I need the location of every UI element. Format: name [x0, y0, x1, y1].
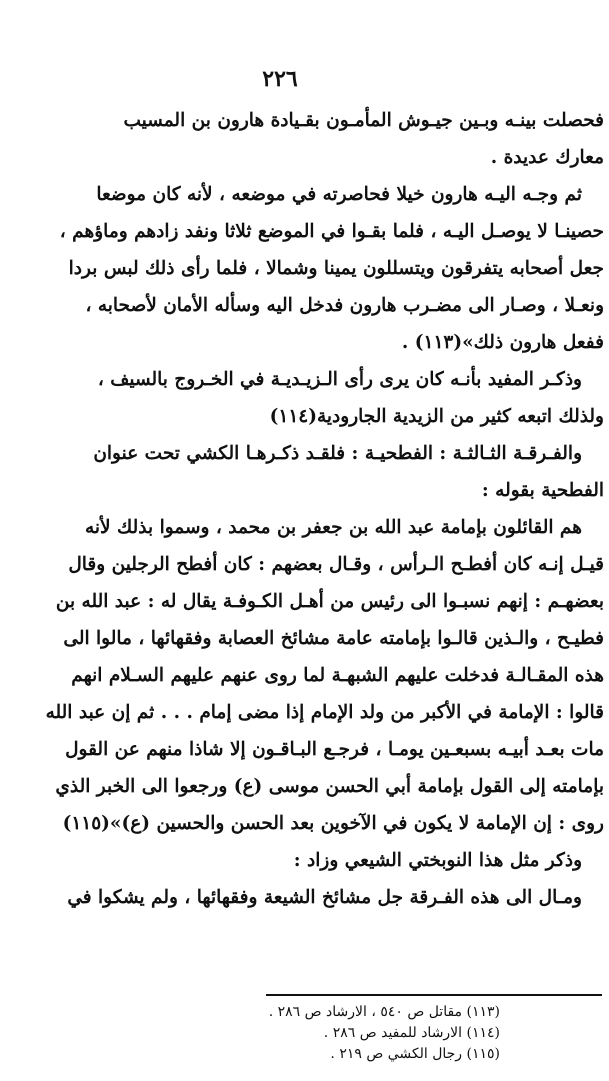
text-line: قالوا : الإمامة في الأكبر من ولد الإمام إذا مضى إمام . . . ثم إن عبد الله: [45, 702, 604, 723]
text-line: جعل أصحابه يتفرقون ويتسللون يمينا وشمالا ، فلما رأى ذلك لبس بردا: [68, 258, 604, 279]
text-line: حصينـا لا يوصـل اليـه ، فلما بقـوا في الموضع ثلاثا ونفد زادهم وماؤهم ،: [59, 221, 604, 242]
text-line: معارك عديدة .: [490, 147, 604, 168]
text-line: ثم وجـه اليـه هارون خيلا فحاصرته في موضعه ، لأنه كان موضعا: [96, 184, 582, 205]
text-line: هم القائلون بإمامة عبد الله بن جعفر بن محمد ، وسموا بذلك لأنه: [84, 517, 582, 538]
text-line: ونعـلا ، وصـار الى مضـرب هارون فدخل اليه وسأله الأمان لأصحابه ،: [85, 295, 604, 316]
footnotes: [100, 1002, 500, 1065]
page-number: ٢٢٦: [262, 66, 298, 92]
text-line: فحصلت بينـه وبـين جيـوش المأمـون بقـيادة هارون بن المسيب: [123, 110, 604, 131]
text-line: والفـرقـة الثـالثـة : الفطحيـة : فلقـد ذكـرهـا الكشي تحت عنوان: [93, 443, 582, 464]
text-line: وذكـر المفيد بأنـه كان يرى رأى الـزيـديـة في الخـروج بالسيف ،: [97, 369, 582, 390]
text-line: الفطحية بقوله :: [481, 480, 604, 501]
text-line: وذكر مثل هذا النوبختي الشيعي وزاد :: [293, 850, 582, 871]
footnote-divider: [266, 994, 602, 996]
text-line: ففعل هارون ذلك»(١١٣) .: [401, 332, 604, 353]
text-line: فطيـح ، والـذين قالـوا بإمامته عامة مشائخ العصابة وفقهائها ، مالوا الى: [63, 628, 604, 649]
text-line: بعضهـم : إنهم نسبـوا الى رئيس من أهـل الكـوفـة يقال له : عبد الله بن: [55, 591, 604, 612]
text-line: ومـال الى هذه الفـرقة جل مشائخ الشيعة وفقهائها ، ولم يشكوا في: [67, 887, 582, 908]
footnote: (١١٣) مقاتل ص ٥٤٠ ، الارشاد ص ٢٨٦ .: [268, 1004, 500, 1020]
body-text: [4, 102, 604, 916]
text-line: بإمامته إلى القول بإمامة أبي الحسن موسى (ع) ورجعوا الى الخبر الذي: [55, 776, 604, 797]
text-line: روى : إن الإمامة لا يكون في الآخوين بعد الحسن والحسين (ع)»(١١٥): [62, 813, 604, 834]
text-line: مات بعـد أبيـه بسبعـين يومـا ، فرجـع البـاقـون إلا شاذا منهم عن القول: [65, 739, 604, 760]
text-line: ولذلك اتبعه كثير من الزيدية الجارودية(١١٤): [269, 406, 604, 427]
footnote: (١١٥) رجال الكشي ص ٢١٩ .: [330, 1046, 500, 1062]
text-line: هذه المقـالـة فدخلت عليهم الشبهـة لما روى عنهم عليهم السـلام انهم: [71, 665, 604, 686]
text-line: قيـل إنـه كان أفطـح الـرأس ، وقـال بعضهم : كان أفطح الرجلين وقال: [68, 554, 604, 575]
footnote: (١١٤) الارشاد للمفيد ص ٢٨٦ .: [323, 1025, 500, 1041]
